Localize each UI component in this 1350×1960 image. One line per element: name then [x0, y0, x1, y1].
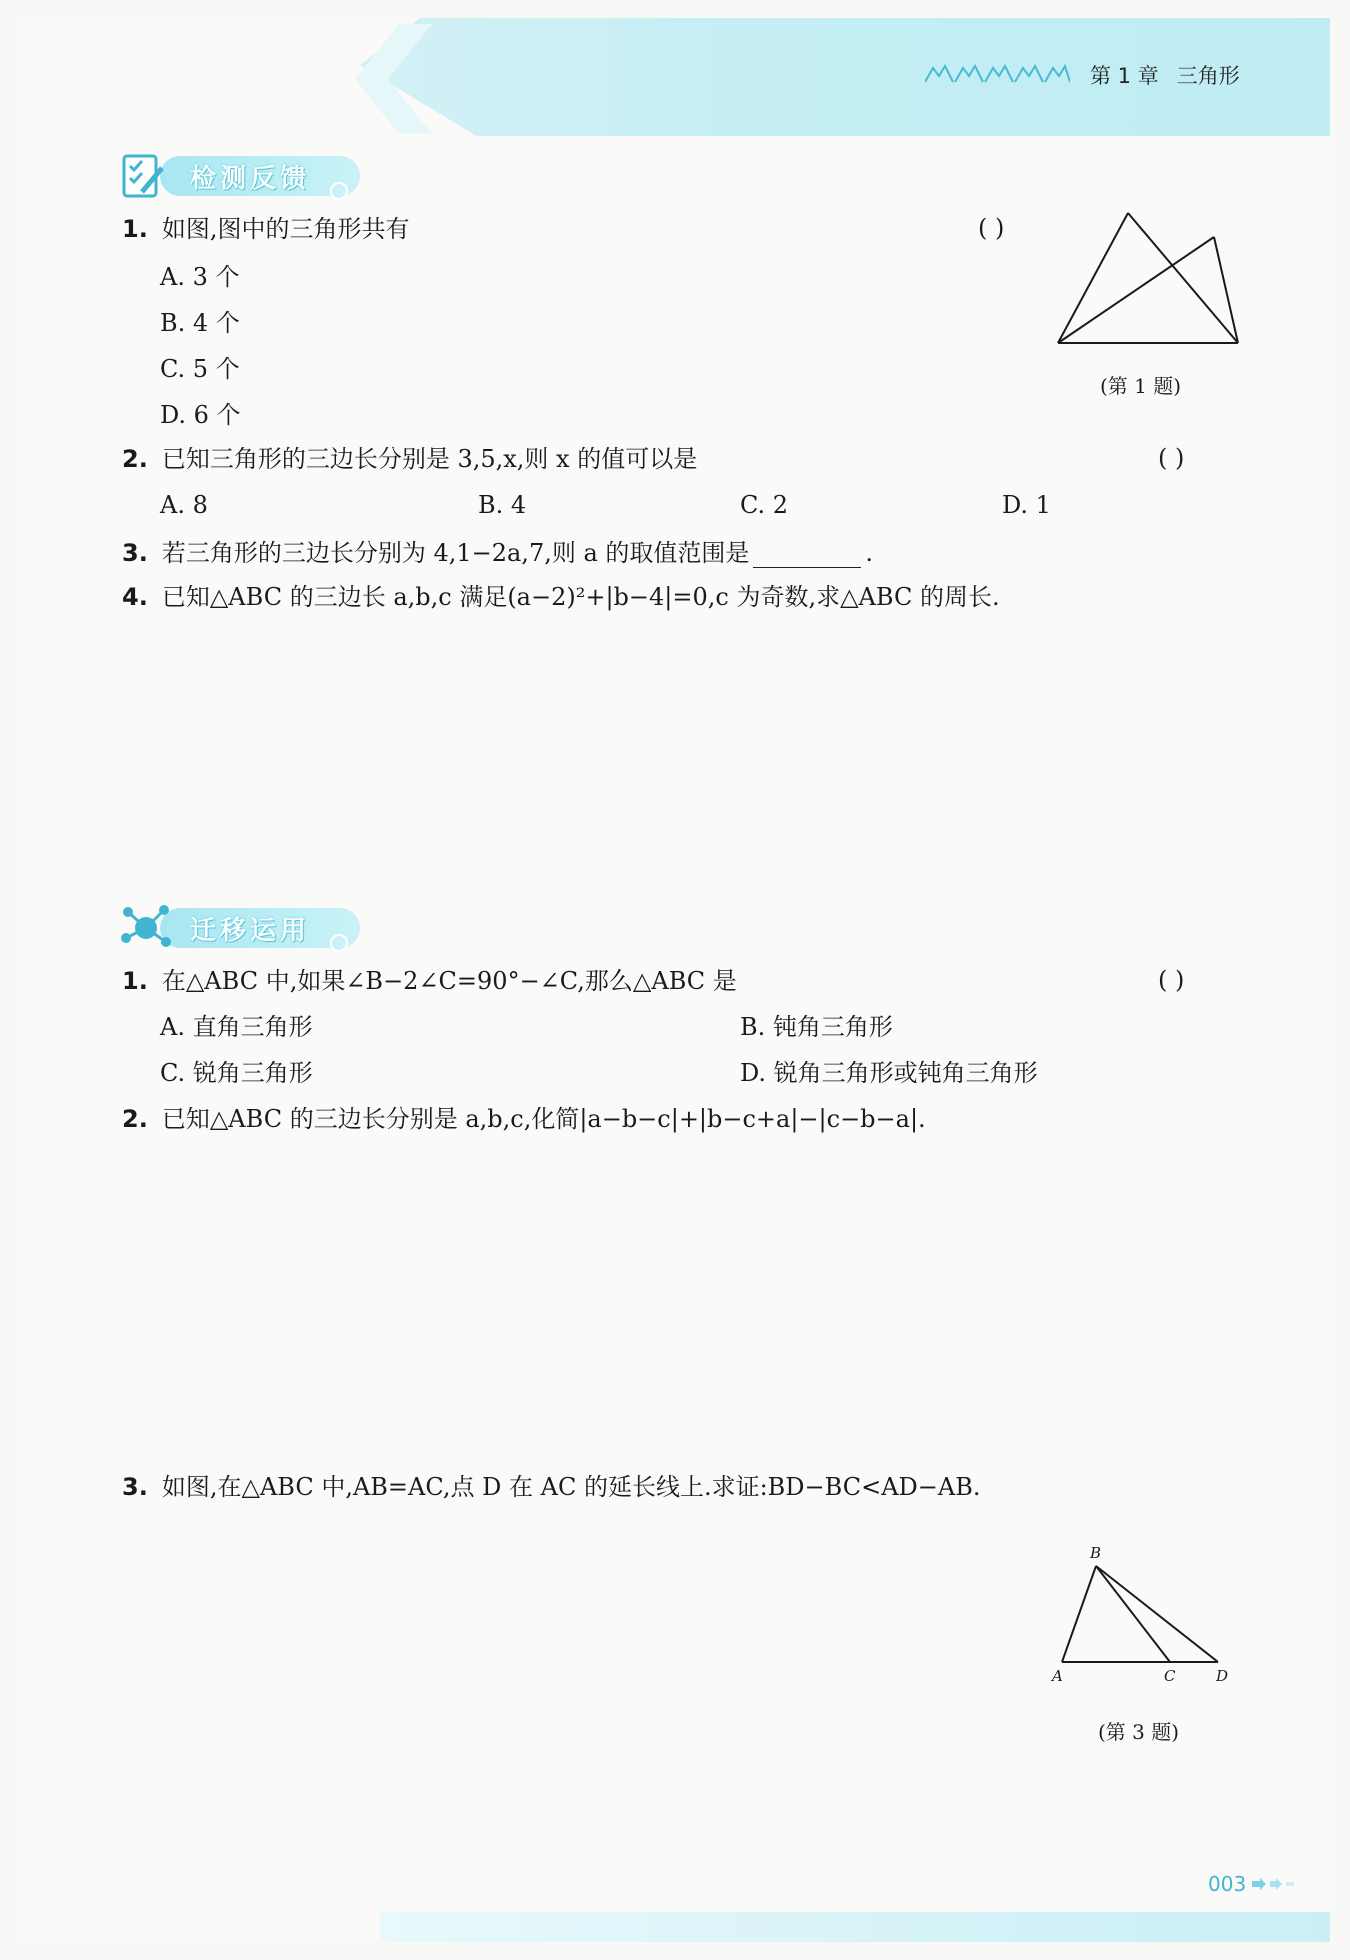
- mountains-icon: [925, 62, 1070, 84]
- footer-band: [380, 1912, 1330, 1942]
- question-number: 4.: [122, 583, 148, 611]
- answer-paren: ( ): [978, 214, 1005, 242]
- question-number: 2.: [122, 1105, 148, 1133]
- question-number: 1.: [122, 215, 148, 243]
- question-2: [122, 444, 697, 474]
- triangle-figure-1: [1050, 205, 1250, 355]
- option-b: B. 4: [478, 491, 527, 519]
- label-c: C: [1164, 1667, 1176, 1685]
- option-a: A. 3 个: [160, 263, 240, 291]
- figure-caption-3: (第 3 题): [1098, 1720, 1180, 1744]
- option-d: D. 6 个: [160, 401, 241, 429]
- question-text: 如图,在△ABC 中,AB=AC,点 D 在 AC 的延长线上.求证:BD−BC<AD−AB.: [161, 1473, 981, 1501]
- question-text: 若三角形的三边长分别为 4,1−2a,7,则 a 的取值范围是: [161, 539, 750, 567]
- question-text: 已知△ABC 的三边长 a,b,c 满足(a−2)²+|b−4|=0,c 为奇数,求△ABC 的周长.: [161, 583, 1000, 611]
- option-c: C. 锐角三角形: [160, 1059, 313, 1087]
- checklist-icon: [120, 150, 170, 202]
- option-c: C. 2: [740, 491, 789, 519]
- network-icon: [120, 902, 174, 954]
- section-title: 检测反馈: [190, 164, 311, 194]
- answer-paren: ( ): [1158, 966, 1185, 994]
- section-banner-feedback: [120, 150, 360, 200]
- option-d: D. 锐角三角形或钝角三角形: [740, 1059, 1038, 1087]
- option-b: B. 钝角三角形: [740, 1013, 893, 1041]
- chapter-heading: [1090, 60, 1258, 90]
- question-text: 已知三角形的三边长分别是 3,5,x,则 x 的值可以是: [161, 445, 698, 473]
- label-b: B: [1090, 1544, 1102, 1562]
- figure-caption-1: (第 1 题): [1100, 374, 1182, 398]
- answer-blank[interactable]: [753, 545, 861, 568]
- label-d: D: [1216, 1667, 1229, 1685]
- page-number: 003: [1208, 1872, 1247, 1896]
- question-text: 已知△ABC 的三边长分别是 a,b,c,化简|a−b−c|+|b−c+a|−|c−b−a|.: [161, 1105, 926, 1133]
- section-title: 迁移运用: [190, 916, 311, 946]
- question-2: [122, 1104, 926, 1134]
- question-1: [122, 214, 409, 244]
- question-number: 1.: [122, 967, 148, 995]
- question-number: 3.: [122, 539, 148, 567]
- option-a: A. 直角三角形: [160, 1013, 313, 1041]
- label-a: A: [1052, 1667, 1063, 1685]
- section-banner-transfer: [120, 902, 360, 952]
- question-3: [122, 538, 873, 568]
- question-text: 如图,图中的三角形共有: [161, 215, 410, 243]
- question-number: 2.: [122, 445, 148, 473]
- chapter-number: 第 1 章: [1090, 64, 1159, 88]
- option-d: D. 1: [1002, 491, 1051, 519]
- option-c: C. 5 个: [160, 355, 240, 383]
- question-text: 在△ABC 中,如果∠B−2∠C=90°−∠C,那么△ABC 是: [161, 967, 737, 995]
- question-number: 3.: [122, 1473, 148, 1501]
- question-4: [122, 582, 1000, 612]
- option-a: A. 8: [160, 491, 208, 519]
- answer-paren: ( ): [1158, 444, 1185, 472]
- option-b: B. 4 个: [160, 309, 240, 337]
- question-text-end: .: [865, 539, 874, 567]
- triangle-figure-3: [1040, 1540, 1240, 1690]
- question-3: [122, 1472, 981, 1502]
- chapter-title: 三角形: [1176, 64, 1240, 88]
- arrow-right-icon: [1252, 1878, 1296, 1890]
- question-1: [122, 966, 737, 996]
